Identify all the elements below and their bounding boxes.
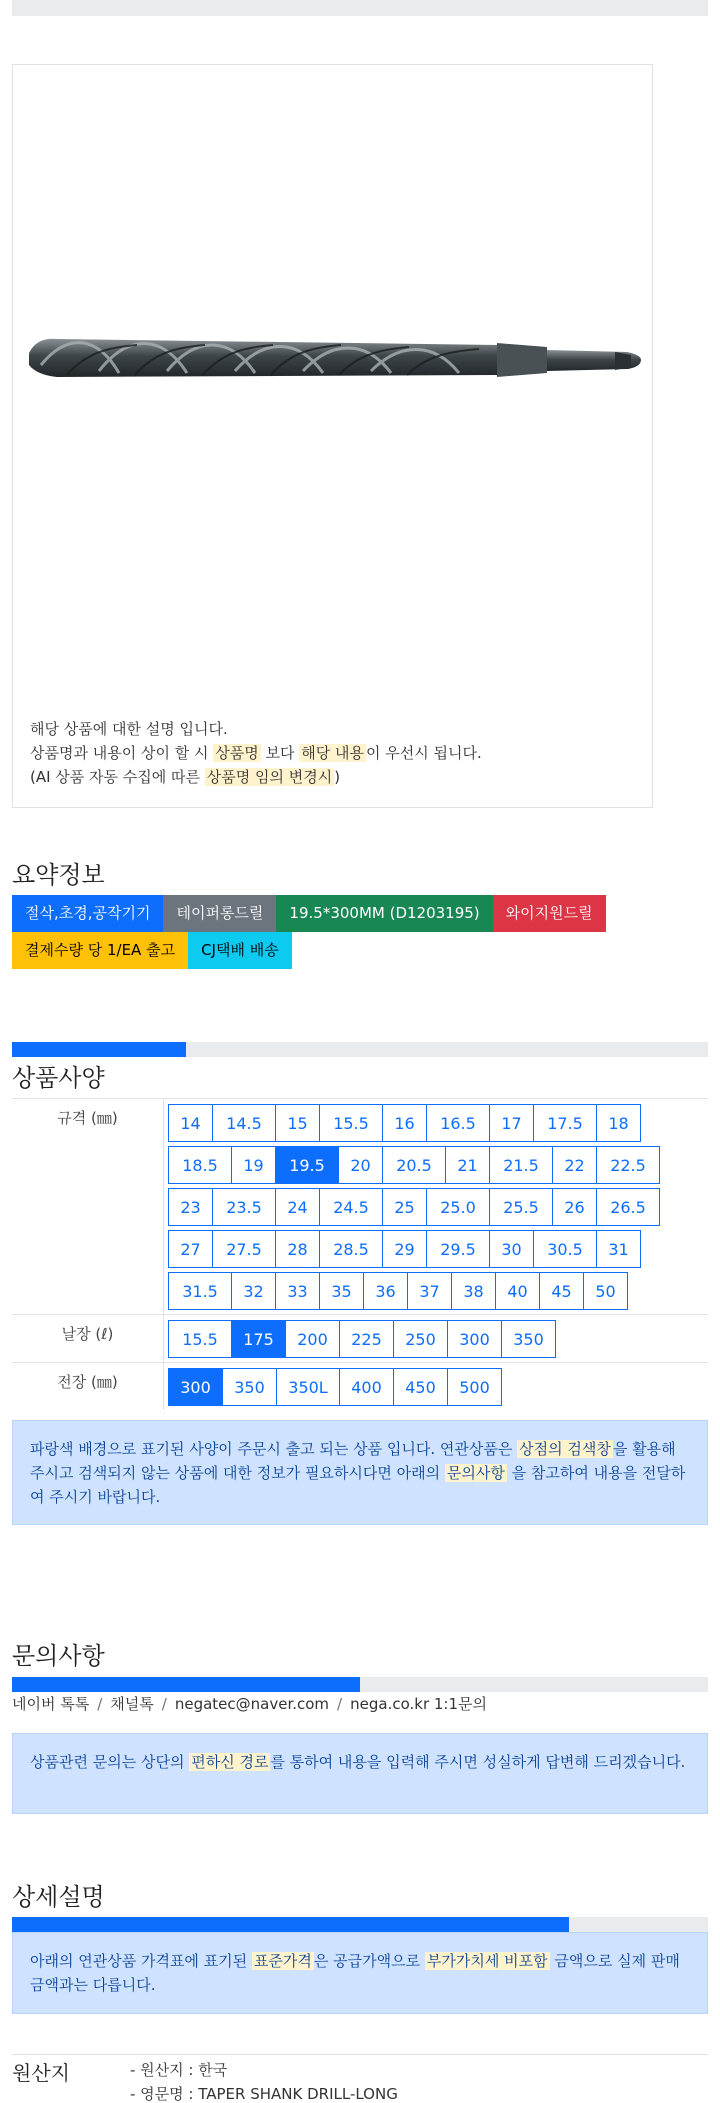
progress-fill bbox=[12, 1677, 360, 1692]
total-option-350[interactable]: 350 bbox=[222, 1368, 277, 1406]
diameter-option-15[interactable]: 15 bbox=[275, 1104, 320, 1142]
highlight-name-change: 상품명 임의 변경시 bbox=[206, 768, 333, 786]
inquiry-title: 문의사항 bbox=[12, 1642, 105, 1670]
diameter-option-16[interactable]: 16 bbox=[382, 1104, 427, 1142]
description-line-3 bbox=[30, 765, 482, 789]
flute-option-250[interactable]: 250 bbox=[393, 1320, 448, 1358]
diameter-options bbox=[163, 1099, 708, 1314]
origin-section bbox=[12, 2054, 708, 2103]
total-option-450[interactable]: 450 bbox=[393, 1368, 448, 1406]
specs-progress-bar bbox=[12, 1042, 708, 1057]
summary-badges bbox=[12, 895, 712, 969]
diameter-option-row bbox=[168, 1230, 708, 1268]
description-line-1: 해당 상품에 대한 설명 입니다. bbox=[30, 720, 228, 738]
inquiry-channel-link[interactable]: nega.co.kr 1:1문의 bbox=[350, 1695, 487, 1713]
inquiry-channel-link[interactable]: 네이버 톡톡 bbox=[12, 1695, 90, 1713]
product-description bbox=[30, 717, 482, 789]
highlight-search: 상점의 검색창 bbox=[519, 1440, 611, 1458]
diameter-option-16-5[interactable]: 16.5 bbox=[426, 1104, 490, 1142]
text-part: 상품관련 문의는 상단의 bbox=[30, 1753, 190, 1771]
diameter-option-14-5[interactable]: 14.5 bbox=[212, 1104, 276, 1142]
diameter-option-19[interactable]: 19 bbox=[231, 1146, 276, 1184]
diameter-option-23[interactable]: 23 bbox=[168, 1188, 213, 1226]
flute-option-row bbox=[168, 1320, 708, 1358]
diameter-option-28[interactable]: 28 bbox=[275, 1230, 320, 1268]
diameter-option-15-5[interactable]: 15.5 bbox=[319, 1104, 383, 1142]
diameter-option-37[interactable]: 37 bbox=[407, 1272, 452, 1310]
text-part: 아래의 연관상품 가격표에 표기된 bbox=[30, 1952, 252, 1970]
diameter-option-17[interactable]: 17 bbox=[489, 1104, 534, 1142]
diameter-option-20-5[interactable]: 20.5 bbox=[382, 1146, 446, 1184]
highlight-product-name: 상품명 bbox=[215, 744, 259, 762]
diameter-option-27-5[interactable]: 27.5 bbox=[212, 1230, 276, 1268]
progress-fill bbox=[12, 1042, 186, 1057]
origin-item: - 원산지 : 한국 bbox=[130, 2061, 228, 2079]
diameter-option-36[interactable]: 36 bbox=[363, 1272, 408, 1310]
text-part: 보다 bbox=[260, 744, 300, 762]
highlight-inquiry: 문의사항 bbox=[446, 1464, 505, 1482]
total-option-row bbox=[168, 1368, 708, 1406]
diameter-option-25-5[interactable]: 25.5 bbox=[489, 1188, 553, 1226]
diameter-option-21-5[interactable]: 21.5 bbox=[489, 1146, 553, 1184]
diameter-option-33[interactable]: 33 bbox=[275, 1272, 320, 1310]
diameter-option-row bbox=[168, 1188, 708, 1226]
diameter-option-40[interactable]: 40 bbox=[495, 1272, 540, 1310]
detail-progress-bar bbox=[12, 1917, 708, 1932]
spec-label-diameter: 규격 (㎜) bbox=[57, 1109, 118, 1127]
flute-option-225[interactable]: 225 bbox=[339, 1320, 394, 1358]
total-option-500[interactable]: 500 bbox=[447, 1368, 502, 1406]
origin-list bbox=[130, 2058, 398, 2103]
summary-badge: 19.5*300MM (D1203195) bbox=[276, 895, 492, 932]
spec-label-flute: 날장 (ℓ) bbox=[61, 1325, 114, 1343]
spec-label-total: 전장 (㎜) bbox=[57, 1373, 118, 1391]
total-option-350L[interactable]: 350L bbox=[276, 1368, 340, 1406]
text-part: 금액으로 실제 판매금액과는 다릅니다. bbox=[30, 1952, 680, 1994]
diameter-option-row bbox=[168, 1146, 708, 1184]
breadcrumb-separator: / bbox=[97, 1695, 103, 1713]
badge-row bbox=[12, 932, 712, 969]
total-option-400[interactable]: 400 bbox=[339, 1368, 394, 1406]
diameter-option-29-5[interactable]: 29.5 bbox=[426, 1230, 490, 1268]
diameter-option-24-5[interactable]: 24.5 bbox=[319, 1188, 383, 1226]
total-option-300[interactable]: 300 bbox=[168, 1368, 223, 1406]
description-line-2 bbox=[30, 741, 482, 765]
diameter-option-14[interactable]: 14 bbox=[168, 1104, 213, 1142]
spec-row-total bbox=[12, 1363, 708, 1410]
spec-row-flute bbox=[12, 1315, 708, 1363]
diameter-option-35[interactable]: 35 bbox=[319, 1272, 364, 1310]
text-part: 이 우선시 됩니다. bbox=[365, 744, 482, 762]
diameter-option-row bbox=[168, 1104, 708, 1142]
diameter-option-22-5[interactable]: 22.5 bbox=[596, 1146, 660, 1184]
text-part: 를 통하여 내용을 입력해 주시면 성실하게 답변해 드리겠습니다. bbox=[270, 1753, 686, 1771]
diameter-option-25-0[interactable]: 25.0 bbox=[426, 1188, 490, 1226]
text-part: (AI 상품 자동 수집에 따른 bbox=[30, 768, 205, 786]
top-divider-bar bbox=[12, 0, 708, 16]
diameter-option-31-5[interactable]: 31.5 bbox=[168, 1272, 232, 1310]
detail-notice bbox=[12, 1932, 708, 2014]
flute-options bbox=[163, 1315, 708, 1362]
diameter-option-26[interactable]: 26 bbox=[552, 1188, 597, 1226]
origin-item: - 영문명 : TAPER SHANK DRILL-LONG bbox=[130, 2085, 398, 2103]
text-part: 을 활용해 주시고 검색되지 않는 상품에 대한 정보가 필요하시다면 아래의 bbox=[30, 1440, 676, 1482]
text-part: ) bbox=[334, 768, 341, 786]
summary-badge: 테이퍼롱드릴 bbox=[163, 895, 276, 932]
summary-badge: 절삭,초경,공작기기 bbox=[12, 895, 163, 932]
flute-option-300[interactable]: 300 bbox=[447, 1320, 502, 1358]
origin-label: 원산지 bbox=[12, 2061, 70, 2085]
diameter-option-50[interactable]: 50 bbox=[583, 1272, 628, 1310]
product-image-panel bbox=[12, 64, 653, 808]
progress-fill bbox=[12, 1917, 569, 1932]
taper-shank-drill-image bbox=[27, 315, 647, 415]
diameter-option-20[interactable]: 20 bbox=[338, 1146, 383, 1184]
diameter-option-38[interactable]: 38 bbox=[451, 1272, 496, 1310]
highlight-content: 해당 내용 bbox=[301, 744, 364, 762]
diameter-option-30-5[interactable]: 30.5 bbox=[533, 1230, 597, 1268]
text-part: 은 공급가액으로 bbox=[313, 1952, 425, 1970]
spec-table bbox=[12, 1098, 708, 1410]
detail-title: 상세설명 bbox=[12, 1883, 105, 1911]
summary-title: 요약정보 bbox=[12, 861, 105, 889]
diameter-option-26-5[interactable]: 26.5 bbox=[596, 1188, 660, 1226]
spec-notice bbox=[12, 1420, 708, 1525]
diameter-option-18[interactable]: 18 bbox=[596, 1104, 641, 1142]
diameter-option-22[interactable]: 22 bbox=[552, 1146, 597, 1184]
text-part: 을 참고하여 내용을 전달하여 주시기 바랍니다. bbox=[30, 1464, 686, 1506]
highlight-vat-excluded: 부가가치세 비포함 bbox=[426, 1952, 548, 1970]
diameter-option-31[interactable]: 31 bbox=[596, 1230, 641, 1268]
breadcrumb-separator: / bbox=[161, 1695, 167, 1713]
diameter-option-28-5[interactable]: 28.5 bbox=[319, 1230, 383, 1268]
specs-title: 상품사양 bbox=[12, 1064, 105, 1092]
diameter-option-45[interactable]: 45 bbox=[539, 1272, 584, 1310]
inquiry-channels bbox=[12, 1693, 487, 1714]
inquiry-notice bbox=[12, 1733, 708, 1814]
diameter-option-21[interactable]: 21 bbox=[445, 1146, 490, 1184]
total-length-options bbox=[163, 1363, 708, 1410]
diameter-option-row bbox=[168, 1272, 708, 1310]
spec-row-diameter bbox=[12, 1099, 708, 1315]
diameter-option-18-5[interactable]: 18.5 bbox=[168, 1146, 232, 1184]
highlight-standard-price: 표준가격 bbox=[253, 1952, 312, 1970]
diameter-option-29[interactable]: 29 bbox=[382, 1230, 427, 1268]
summary-badge: 와이지원드릴 bbox=[493, 895, 606, 932]
flute-option-350[interactable]: 350 bbox=[501, 1320, 556, 1358]
diameter-option-23-5[interactable]: 23.5 bbox=[212, 1188, 276, 1226]
breadcrumb-separator: / bbox=[337, 1695, 343, 1713]
diameter-option-27[interactable]: 27 bbox=[168, 1230, 213, 1268]
inquiry-channel-link[interactable]: 채널톡 bbox=[110, 1695, 154, 1713]
flute-option-15-5[interactable]: 15.5 bbox=[168, 1320, 232, 1358]
diameter-option-17-5[interactable]: 17.5 bbox=[533, 1104, 597, 1142]
highlight-route: 편하신 경로 bbox=[191, 1753, 269, 1771]
summary-badge: 결제수량 당 1/EA 출고 bbox=[12, 932, 188, 969]
text-part: 파랑색 배경으로 표기된 사양이 주문시 출고 되는 상품 입니다. 연관상품은 bbox=[30, 1440, 518, 1458]
flute-option-200[interactable]: 200 bbox=[285, 1320, 340, 1358]
flute-option-175[interactable]: 175 bbox=[231, 1320, 286, 1358]
summary-badge: CJ택배 배송 bbox=[188, 932, 292, 969]
inquiry-progress-bar bbox=[12, 1677, 708, 1692]
text-part: 상품명과 내용이 상이 할 시 bbox=[30, 744, 214, 762]
diameter-option-30[interactable]: 30 bbox=[489, 1230, 534, 1268]
diameter-option-24[interactable]: 24 bbox=[275, 1188, 320, 1226]
inquiry-channel-link[interactable]: negatec@naver.com bbox=[174, 1695, 330, 1713]
diameter-option-19-5[interactable]: 19.5 bbox=[275, 1146, 339, 1184]
badge-row bbox=[12, 895, 712, 932]
diameter-option-32[interactable]: 32 bbox=[231, 1272, 276, 1310]
diameter-option-25[interactable]: 25 bbox=[382, 1188, 427, 1226]
